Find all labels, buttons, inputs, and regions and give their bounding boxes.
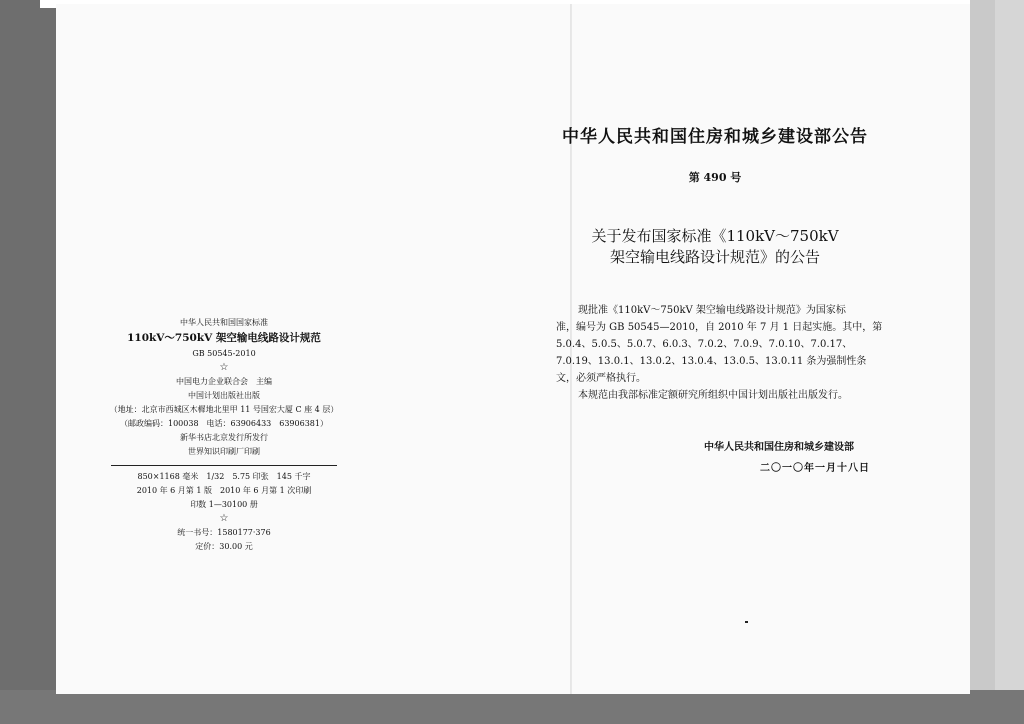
scanner-edge-right-outer <box>995 0 1024 724</box>
colophon-printer: 世界知识印刷厂印刷 <box>188 447 260 456</box>
subject-line: 架空输电线路设计规范》的公告 <box>609 248 820 266</box>
colophon-price: 定价：30.00 元 <box>195 542 253 551</box>
body-line: 文，必须严格执行。 <box>556 373 646 384</box>
star-icon: ☆ <box>219 513 229 524</box>
colophon-divider <box>111 465 337 466</box>
scan-speck <box>745 621 748 623</box>
announcement-date: 二〇一〇年一月十八日 <box>760 463 870 474</box>
announcement-body <box>556 302 926 404</box>
colophon-standard-title: 110kV～750kV 架空输电线路设计规范 <box>127 332 321 344</box>
colophon-address: （地址：北京市西城区木樨地北里甲 11 号国宏大厦 C 座 4 层） <box>109 405 339 414</box>
body-line: 准，编号为 GB 50545—2010，自 2010 年 7 月 1 日起实施。其中，第 <box>556 322 883 333</box>
colophon-publisher: 中国计划出版社出版 <box>188 391 260 400</box>
colophon-standard-code: GB 50545-2010 <box>192 349 256 358</box>
colophon-editor: 中国电力企业联合会 主编 <box>176 377 272 386</box>
scanner-shadow-bottom <box>0 690 1024 724</box>
subject-line: 关于发布国家标准《110kV～750kV <box>591 227 839 245</box>
body-line: 7.0.19、13.0.1、13.0.2、13.0.4、13.0.5、13.0.11 条为强制性条 <box>556 356 867 367</box>
announcement-title: 中华人民共和国住房和城乡建设部公告 <box>562 127 868 147</box>
colophon-distributor: 新华书店北京发行所发行 <box>180 433 268 442</box>
colophon-print-run: 印数 1—30100 册 <box>190 500 258 509</box>
colophon-org: 中华人民共和国国家标准 <box>180 318 268 327</box>
colophon-format: 850×1168 毫米 1/32 5.75 印张 145 千字 <box>137 472 311 481</box>
announcement-signer: 中华人民共和国住房和城乡建设部 <box>704 442 854 453</box>
scanner-shadow-left <box>0 0 58 724</box>
body-line: 本规范由我部标准定额研究所组织中国计划出版社出版发行。 <box>578 390 848 401</box>
colophon-book-number: 统一书号：1580177·376 <box>177 528 271 537</box>
body-line: 5.0.4、5.0.5、5.0.7、6.0.3、7.0.2、7.0.9、7.0.10、7.0.17、 <box>556 339 853 350</box>
colophon <box>104 316 344 554</box>
body-line: 现批准《110kV～750kV 架空输电线路设计规范》为国家标 <box>578 305 846 316</box>
announcement-subject <box>530 226 900 268</box>
announcement-number: 第 490 号 <box>688 171 742 184</box>
colophon-edition: 2010 年 6 月第 1 版 2010 年 6 月第 1 次印刷 <box>136 486 312 495</box>
colophon-postal: （邮政编码：100038 电话：63906433 63906381） <box>120 419 328 428</box>
star-icon: ☆ <box>219 362 229 373</box>
